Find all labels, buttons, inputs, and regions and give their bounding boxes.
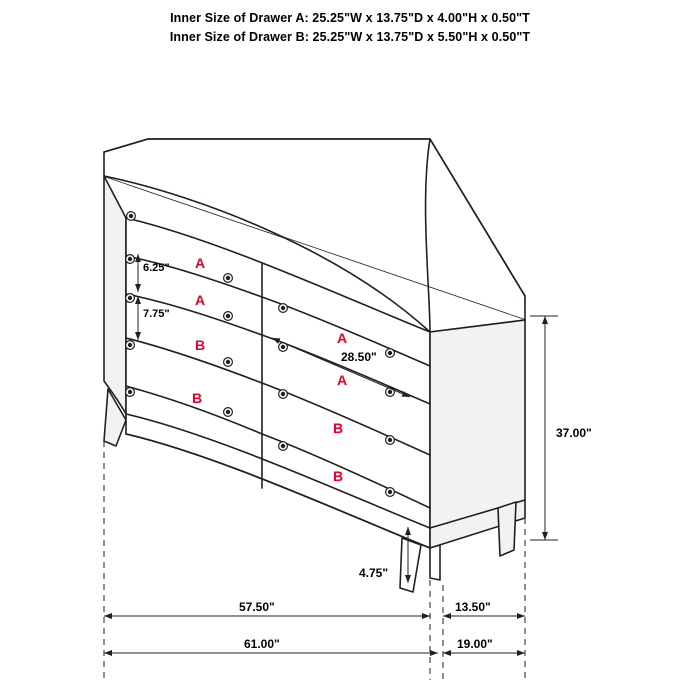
knob bbox=[126, 255, 135, 264]
drawer-label-a4: A bbox=[337, 372, 348, 388]
knob bbox=[224, 274, 233, 283]
dresser-body bbox=[104, 139, 525, 592]
knob bbox=[279, 390, 288, 399]
knob bbox=[386, 349, 395, 358]
knob bbox=[386, 488, 395, 497]
knob bbox=[126, 341, 135, 350]
leg-front-right bbox=[400, 538, 421, 592]
drawer-label-b2: B bbox=[192, 390, 203, 406]
dim-label-drawer-a-height: 6.25" bbox=[143, 262, 170, 274]
dim-label-drawer-width: 28.50" bbox=[341, 350, 377, 364]
drawer-b-spec-text: Inner Size of Drawer B: 25.25"W x 13.75"D x 5.50"H x 0.50"T bbox=[169, 30, 531, 44]
leg-corner-right bbox=[430, 545, 440, 580]
knob bbox=[386, 436, 395, 445]
drawer-a-spec-text: Inner Size of Drawer A: 25.25"W x 13.75"D x 4.00"H x 0.50"T bbox=[170, 11, 530, 25]
drawer-label-b4: B bbox=[333, 468, 344, 484]
dim-label-total-height: 37.00" bbox=[556, 426, 592, 440]
knob bbox=[224, 312, 233, 321]
dim-label-overall-width: 61.00" bbox=[244, 637, 280, 651]
knob bbox=[279, 442, 288, 451]
knob bbox=[126, 388, 135, 397]
drawer-label-b1: B bbox=[195, 337, 206, 353]
dim-label-front-width: 57.50" bbox=[239, 600, 275, 614]
drawer-label-a2: A bbox=[195, 292, 206, 308]
knob bbox=[127, 212, 136, 221]
drawer-label-a1: A bbox=[195, 255, 206, 271]
knob bbox=[224, 408, 233, 417]
dim-label-overall-depth: 19.00" bbox=[457, 637, 493, 651]
knob bbox=[224, 358, 233, 367]
dim-label-drawer-b-height: 7.75" bbox=[143, 308, 170, 320]
drawer-label-b3: B bbox=[333, 420, 344, 436]
leg-back-right bbox=[498, 502, 516, 556]
dim-label-leg-height: 4.75" bbox=[359, 566, 389, 580]
dim-label-side-depth: 13.50" bbox=[455, 600, 491, 614]
knob bbox=[126, 294, 135, 303]
left-side-panel bbox=[104, 176, 126, 414]
knob bbox=[279, 304, 288, 313]
drawer-label-a3: A bbox=[337, 330, 348, 346]
